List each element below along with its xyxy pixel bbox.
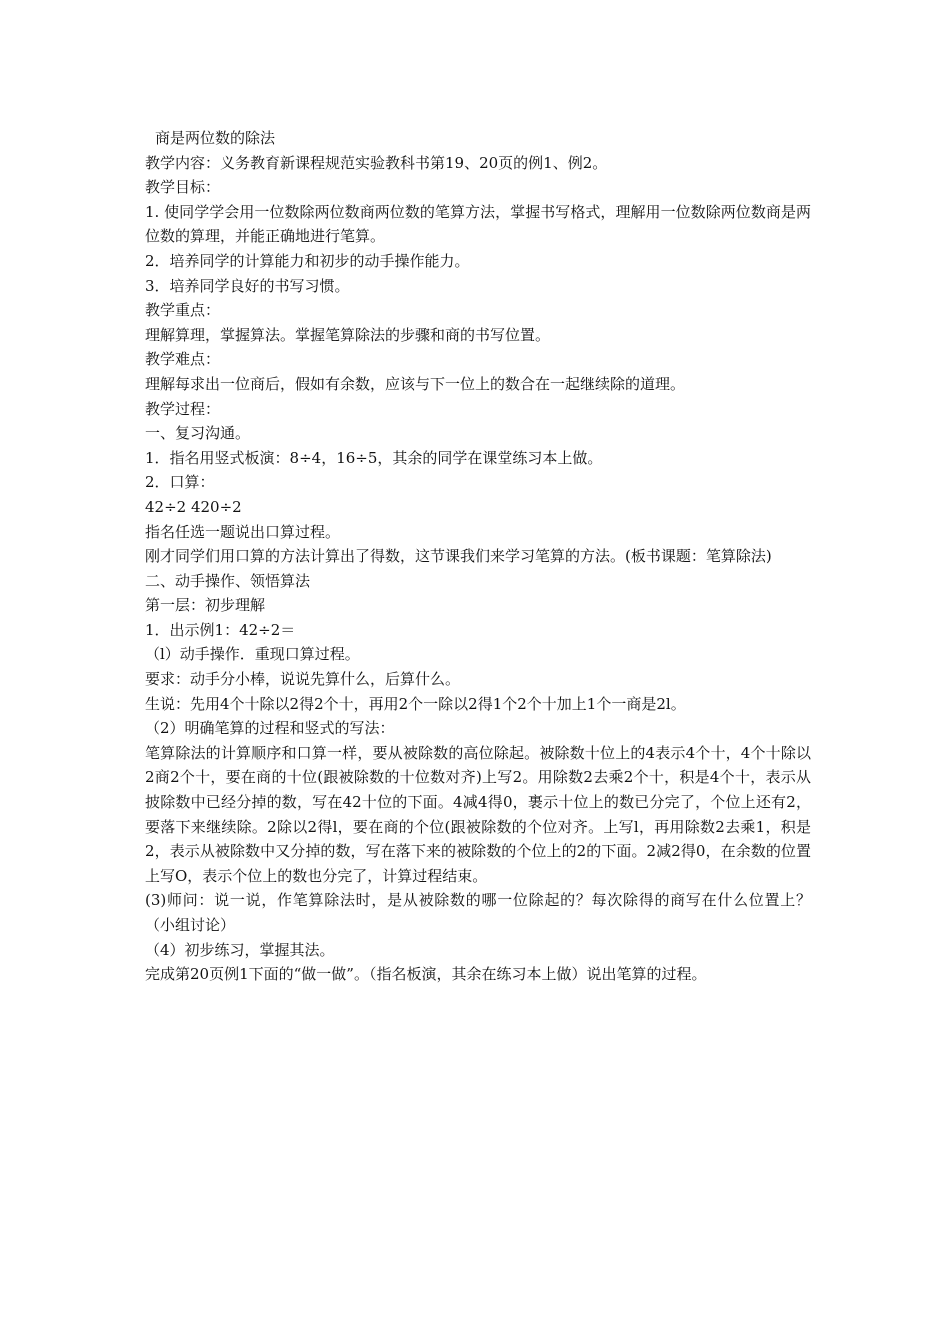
paragraph: 2．口算： bbox=[145, 473, 215, 492]
paragraph: 教学重点： bbox=[145, 301, 221, 320]
paragraph: 3．培养同学良好的书写习惯。 bbox=[145, 276, 350, 295]
paragraph: 理解算理，掌握算法。掌握笔算除法的步骤和商的书写位置。 bbox=[145, 325, 551, 344]
paragraph: 完成第20页例1下面的“做一做”。（指名板演，其余在练习本上做）说出笔算的过程。 bbox=[145, 965, 707, 984]
paragraph: 教学难点： bbox=[145, 350, 221, 369]
paragraph: 教学过程： bbox=[145, 399, 221, 418]
document-body bbox=[145, 126, 811, 987]
paragraph: 指名任选一题说出口算过程。 bbox=[145, 522, 341, 541]
paragraph: 1. 使同学学会用一位数除两位数商两位数的笔算方法，掌握书写格式，理解用一位数除两位数商是两位数的算理，并能正确地进行笔算。 bbox=[145, 202, 811, 246]
paragraph: 第一层：初步理解 bbox=[145, 596, 266, 615]
paragraph: 1．指名用竖式板演：8÷4，16÷5，其余的同学在课堂练习本上做。 bbox=[145, 448, 603, 467]
paragraph: 1．出示例1：42÷2＝ bbox=[145, 620, 296, 639]
paragraph: 一、复习沟通。 bbox=[145, 424, 251, 443]
paragraph: 刚才同学们用口算的方法计算出了得数，这节课我们来学习笔算的方法。(板书课题：笔算除法) bbox=[145, 547, 772, 566]
paragraph: 42÷2 420÷2 bbox=[145, 497, 242, 516]
paragraph: (3)师问：说一说，作笔算除法时，是从被除数的哪一位除起的？每次除得的商写在什么位置上？（小组讨论） bbox=[145, 891, 811, 934]
paragraph: 理解每求出一位商后，假如有余数，应该与下一位上的数合在一起继续除的道理。 bbox=[145, 374, 686, 393]
paragraph: 教学目标： bbox=[145, 178, 221, 197]
paragraph: 要求：动手分小棒，说说先算什么，后算什么。 bbox=[145, 670, 461, 689]
document-title: 商是两位数的除法 bbox=[155, 129, 276, 147]
paragraph: （l）动手操作．重现口算过程。 bbox=[145, 645, 360, 664]
paragraph: 二、动手操作、领悟算法 bbox=[145, 571, 311, 590]
paragraph: （2）明确笔算的过程和竖式的写法： bbox=[145, 719, 395, 738]
paragraph: 教学内容：义务教育新课程规范实验教科书第19、20页的例1、例2。 bbox=[145, 153, 608, 172]
paragraph: 2．培养同学的计算能力和初步的动手操作能力。 bbox=[145, 251, 470, 270]
paragraph: （4）初步练习，掌握其法。 bbox=[145, 940, 335, 959]
paragraph: 生说：先用4个十除以2得2个十，再用2个一除以2得1个2个十加上1个一商是2l。 bbox=[145, 694, 686, 713]
paragraph: 笔算除法的计算顺序和口算一样，要从被除数的高位除起。被除数十位上的4表示4个十，4个十除以2商2个十，要在商的十位(跟被除数的十位数对齐)上写2。用除数2去乘2个十，积是4个十，表示从披除数中已经分掉的数，写在42十位的下面。4减4得0，裹示十位上的数已分完了，个位上还有2，要落下来继续除。2除以2得l，要在商的个位(跟被除数的个位对齐。上写l，再用除数2去乘1，积是2，表示从被除数中又分掉的数，写在落下来的被除数的个位上的2的下面。2减2得0，在余数的位置上写O，表示个位上的数也分完了，计算过程结束。 bbox=[145, 743, 811, 885]
